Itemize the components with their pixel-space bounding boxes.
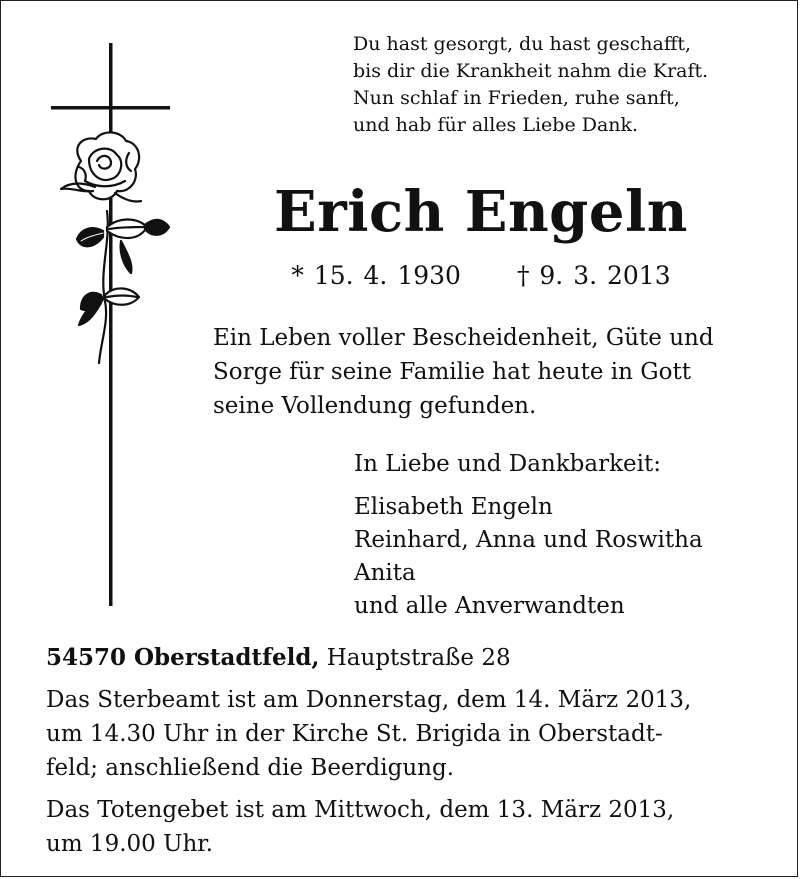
family-address [46, 641, 766, 675]
life-dates [201, 259, 761, 293]
cross-icon [51, 43, 170, 606]
mourner-entry: Elisabeth Engeln [354, 494, 553, 520]
poem-line: Nun schlaf in Frieden, ruhe sanft, [353, 87, 680, 109]
tribute-line: seine Vollendung gefunden. [213, 393, 537, 419]
poem-line: und hab für alles Liebe Dank. [353, 114, 639, 136]
service-line: Das Sterbeamt ist am Donnerstag, dem 14. März 2013, [46, 687, 692, 713]
mourner-entry: Reinhard, Anna und Roswitha [354, 527, 703, 553]
tribute-line: Sorge für seine Familie hat heute in Gott [213, 359, 691, 385]
mourners-list [354, 491, 774, 623]
birth-date: * 15. 4. 1930 [291, 261, 461, 290]
address-street: Hauptstraße 28 [326, 645, 511, 671]
tribute-text [213, 321, 773, 423]
deceased-name: Erich Engeln [274, 179, 688, 245]
tribute-line: Ein Leben voller Bescheidenheit, Güte und [213, 325, 714, 351]
prayer-line: Das Totengebet ist am Mittwoch, dem 13. März 2013, [46, 797, 675, 823]
prayer-service-info [46, 793, 761, 861]
closing-phrase: In Liebe und Dankbarkeit: [354, 451, 661, 477]
prayer-line: um 19.00 Uhr. [46, 831, 214, 857]
death-date: † 9. 3. 2013 [516, 261, 671, 290]
poem-line: Du hast gesorgt, du hast geschafft, [353, 33, 692, 55]
service-line: um 14.30 Uhr in der Kirche St. Brigida in Oberstadt- [46, 721, 663, 747]
mourner-entry: Anita [354, 560, 416, 586]
memorial-poem [353, 31, 783, 139]
address-place: 54570 Oberstadtfeld, [46, 644, 320, 671]
poem-line: bis dir die Krankheit nahm die Kraft. [353, 60, 709, 82]
rose-icon [61, 132, 169, 363]
cross-with-rose-illustration [41, 41, 181, 611]
service-line: feld; anschließend die Beerdigung. [46, 755, 455, 781]
funeral-service-info [46, 683, 761, 785]
mourner-entry: und alle Anverwandten [354, 593, 625, 619]
